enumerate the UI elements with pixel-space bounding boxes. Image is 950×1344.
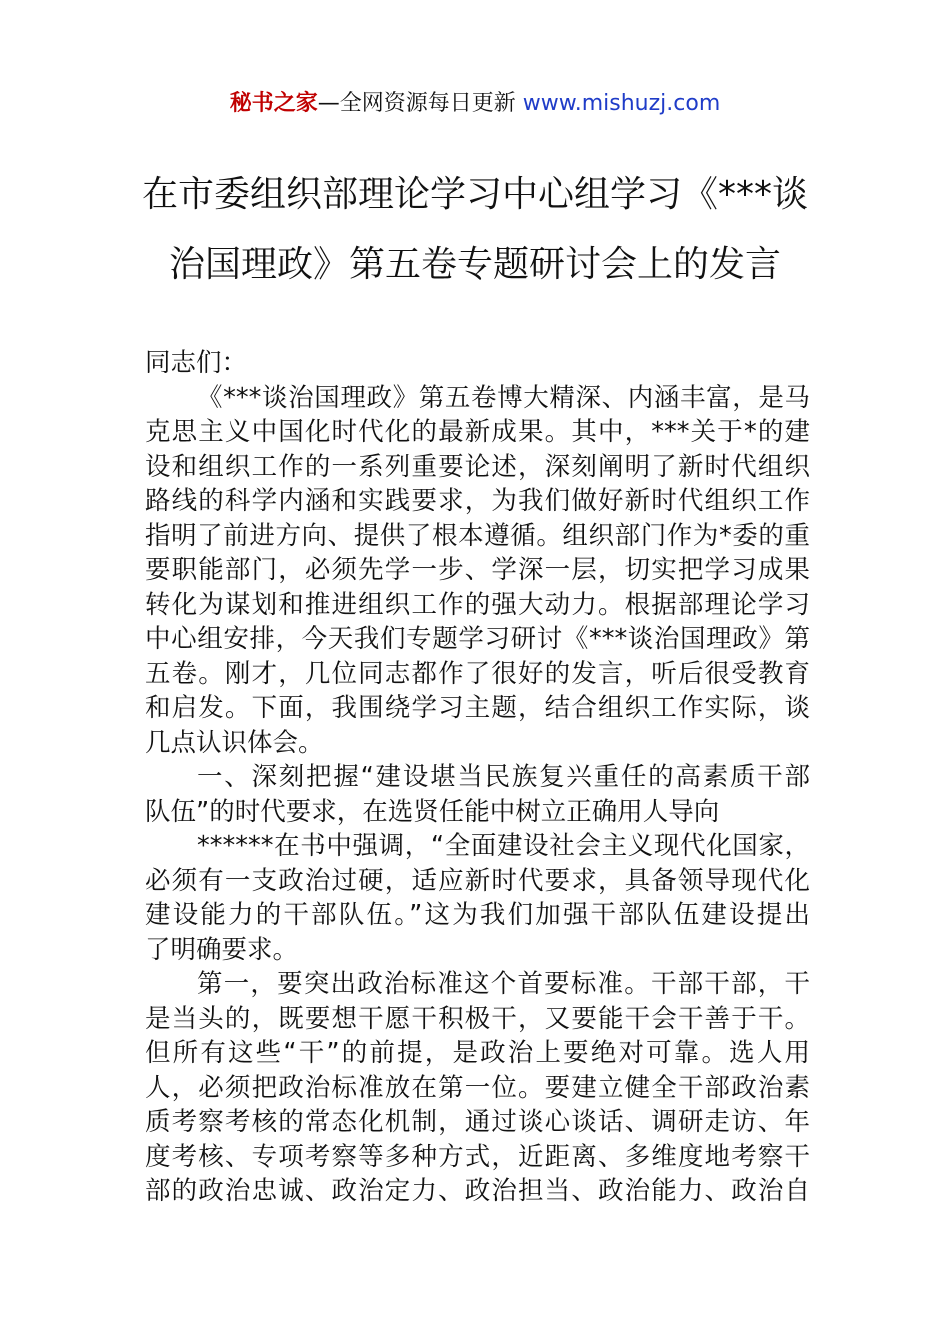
- paragraph-line: 人，必须把政治标准放在第一位。要建立健全干部政治素: [145, 1072, 810, 1103]
- paragraph-line: 但所有这些“干”的前提，是政治上要绝对可靠。选人用: [145, 1038, 810, 1068]
- paragraph-line: 路线的科学内涵和实践要求，为我们做好新时代组织工作: [145, 486, 810, 516]
- paragraph-line: 克思主义中国化时代化的最新成果。其中，***关于*的建: [145, 417, 810, 447]
- header-tagline: —全网资源每日更新: [317, 91, 516, 116]
- paragraph-line: 要职能部门，必须先学一步、学深一层，切实把学习成果: [145, 555, 810, 585]
- site-header: [0, 88, 950, 120]
- section-heading-1: [145, 760, 810, 829]
- paragraph-line: 度考核、专项考察等多种方式，近距离、多维度地考察干: [145, 1141, 810, 1172]
- paragraph-line: 是当头的，既要想干愿干积极干，又要能干会干善于干。: [145, 1003, 810, 1034]
- document-title: [100, 160, 850, 300]
- site-url-link[interactable]: www.mishuzj.com: [522, 91, 721, 116]
- heading-line: 一、深刻把握“建设堪当民族复兴重任的高素质干部: [197, 762, 810, 792]
- greeting: 同志们：: [145, 348, 248, 378]
- paragraph-line: 第一，要突出政治标准这个首要标准。干部干部，干: [197, 969, 810, 999]
- brand-name: 秘书之家: [229, 91, 318, 116]
- title-line: 在市委组织部理论学习中心组学习《***谈: [141, 174, 808, 215]
- paragraph-line: 中心组安排，今天我们专题学习研讨《***谈治国理政》第: [145, 624, 810, 654]
- paragraph-line: 部的政治忠诚、政治定力、政治担当、政治能力、政治自: [145, 1176, 810, 1206]
- paragraph-line: 五卷。刚才，几位同志都作了很好的发言，听后很受教育: [145, 658, 810, 689]
- paragraph-line: 建设能力的干部队伍。”这为我们加强干部队伍建设提出: [145, 900, 810, 930]
- paragraph-line: 几点认识体会。: [145, 727, 324, 758]
- paragraph-first-point: [145, 967, 810, 1209]
- paragraph-line: 了明确要求。: [145, 934, 299, 965]
- paragraph-line: 必须有一支政治过硬，适应新时代要求，具备领导现代化: [145, 865, 810, 896]
- document-body: [145, 346, 810, 1209]
- paragraph-line: 和启发。下面，我围绕学习主题，结合组织工作实际，谈: [145, 693, 810, 723]
- paragraph-line: 《***谈治国理政》第五卷博大精深、内涵丰富，是马: [197, 382, 810, 413]
- heading-line: 队伍”的时代要求，在选贤任能中树立正确用人导向: [145, 796, 720, 827]
- paragraph-line: 设和组织工作的一系列重要论述，深刻阐明了新时代组织: [145, 451, 810, 482]
- paragraph-intro: [145, 381, 810, 761]
- title-line: 治国理政》第五卷专题研讨会上的发言: [168, 244, 781, 285]
- paragraph-line: 质考察考核的常态化机制，通过谈心谈话、调研走访、年: [145, 1107, 810, 1137]
- paragraph-quote: [145, 829, 810, 967]
- paragraph-line: 指明了前进方向、提供了根本遵循。组织部门作为*委的重: [145, 520, 810, 551]
- paragraph-line: ******在书中强调，“全面建设社会主义现代化国家，: [197, 831, 810, 861]
- paragraph-line: 转化为谋划和推进组织工作的强大动力。根据部理论学习: [145, 589, 810, 620]
